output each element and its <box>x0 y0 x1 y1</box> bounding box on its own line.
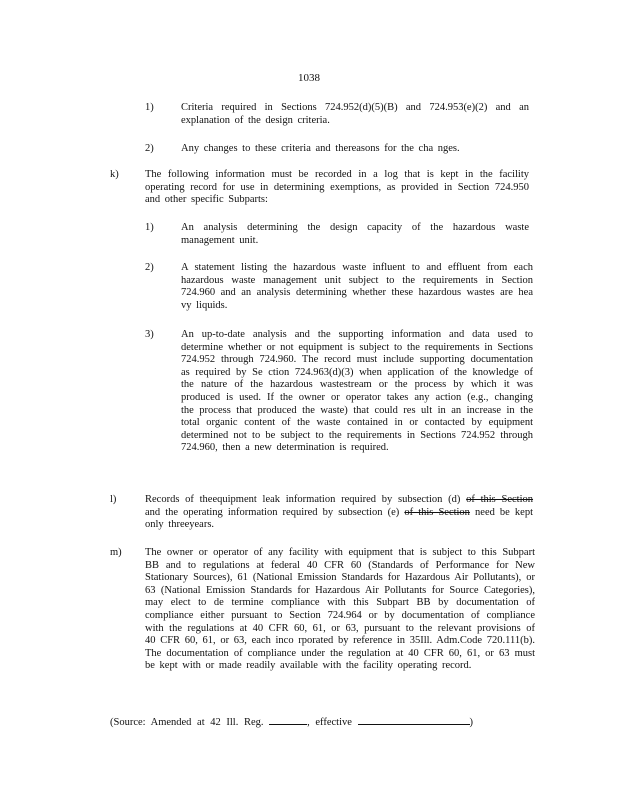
item-k2-text: A statement listing the hazardous waste influent to and effluent from each hazardous waste management unit subject to the requirements in Section 724.960 and an analysis determining whether these hazardous wastes are hea vy liquids. <box>181 262 533 311</box>
page-number: 1038 <box>298 72 320 84</box>
item-k2-marker: 2) <box>145 262 154 273</box>
subsection-m-marker: m) <box>110 547 122 558</box>
item-j1-marker: 1) <box>145 102 154 113</box>
subsection-l-text-1: Records of theequipment leak information required by subsection (d) <box>145 494 461 505</box>
subsection-l-text <box>145 494 533 532</box>
subsection-l-text-3: need be kept only threeyears. <box>145 506 534 531</box>
source-prefix: (Source: Amended at 42 Ill. Reg. <box>110 717 264 728</box>
subsection-m-text: The owner or operator of any facility with equipment that is subject to this Subpart BB and to regulations at federal 40 CFR 60 (Standards of Performance for New Stationary Sources), 61 (National Emission Standards for Hazardous Air Pollutants), or 63 (National Emission Standards for Hazardous Air Pollutants for Source Categories), may elect to de termine compliance with this Subpart BB by documentation of compliance either pursuant to Section 724.964 or by documentation of compliance with the regulations at 40 CFR 60, 61, or 63, pursuant to the relevant provisions of 40 CFR 60, 61, or 63, each inco rporated by reference in 35Ill. Adm.Code 720.111(b). The documentation of compliance under the regulation at 40 CFR 60, 61, or 63 must be kept with or made readily available with the facility operating record. <box>145 547 535 672</box>
effective-date-blank <box>358 714 470 725</box>
subsection-l-text-2: and the operating information required by subsection (e) <box>145 506 400 518</box>
item-k3-marker: 3) <box>145 329 154 340</box>
subsection-k-marker: k) <box>110 169 119 180</box>
register-blank <box>269 714 307 725</box>
item-k1-marker: 1) <box>145 222 154 233</box>
item-k1-text: An analysis determining the design capacity of the hazardous waste management unit. <box>181 222 529 246</box>
subsection-l-marker: l) <box>110 494 117 505</box>
item-j1-text: Criteria required in Sections 724.952(d)(5)(B) and 724.953(e)(2) and an explanation of the design criteria. <box>181 102 529 126</box>
item-j2-marker: 2) <box>145 143 154 154</box>
source-suffix: ) <box>469 717 474 728</box>
source-note <box>110 714 473 730</box>
struck-text-1: of this Section <box>466 494 534 505</box>
subsection-k-text: The following information must be recorded in a log that is kept in the facility operating record for use in determining exemptions, as provided in Section 724.950 and other specific Subparts: <box>145 169 529 206</box>
item-k3-text: An up-to-date analysis and the supporting information and data used to determine whether or not equipment is subject to the requirements in Sections 724.952 through 724.960. The record must include supporting documentation as required by Se ction 724.963(d)(3) when application of the knowledge of the nature of the hazardous wastestream or the process by which it was produced is used. If the owner or operator takes any action (e.g., changing the process that produced the waste) that could res ult in an increase in the total organic content of the waste contained in or contacted by equipment determined not to be subject to the requirements in Sections 724.952 through 724.960, then a new determination is required. <box>181 329 533 454</box>
source-middle: , effective <box>307 717 352 728</box>
struck-text-2: of this Section <box>404 506 470 518</box>
item-j2-text: Any changes to these criteria and thereasons for the cha nges. <box>181 143 460 154</box>
